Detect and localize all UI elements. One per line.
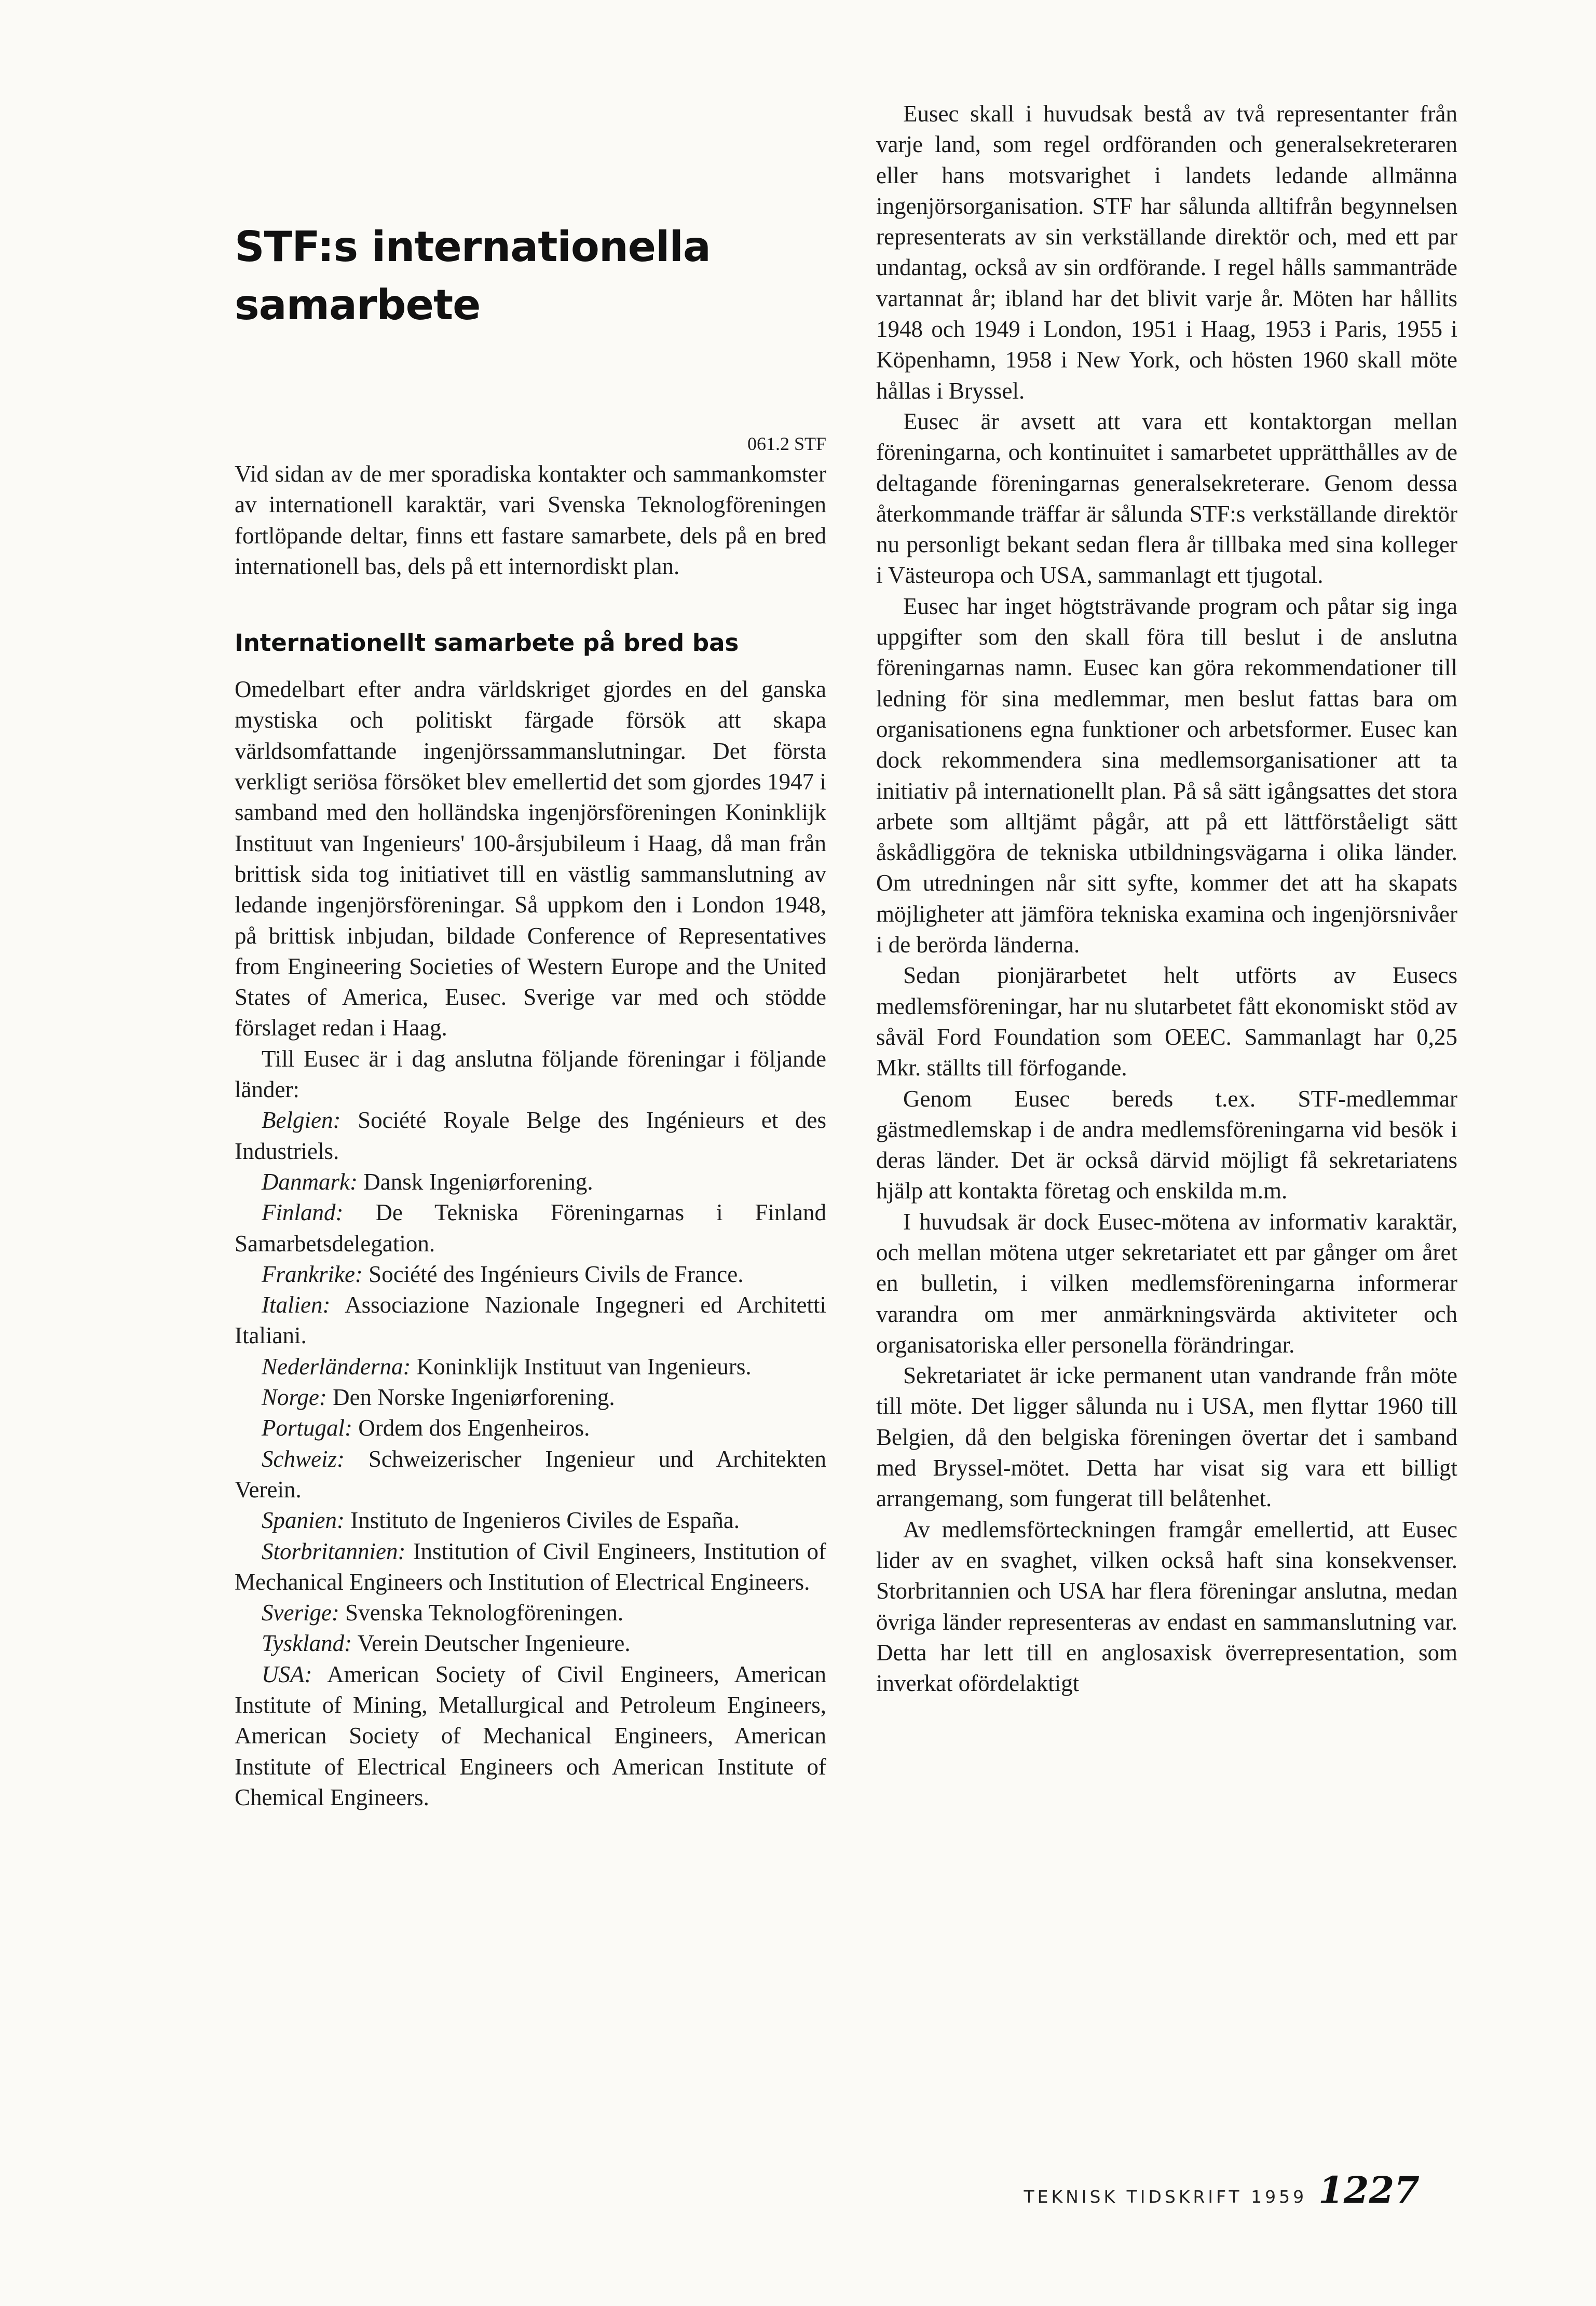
member-entry bbox=[235, 1382, 826, 1413]
member-country: Frankrike: bbox=[262, 1261, 363, 1287]
body-paragraph: Av medlemsförteckningen framgår emellertid, att Eusec lider av en svaghet, vilken också haft sina konsekvenser. Storbritannien och USA har flera föreningar anslutna, medan övriga länder representeras av endast en sammanslutning var. Detta har lett till en anglosaxisk överrepresentation, som inverkat ofördelaktigt bbox=[876, 1516, 1457, 1697]
member-entry bbox=[235, 1413, 826, 1443]
intro-paragraph: Vid sidan av de mer sporadiska kontakter och sammankomster av internationell karaktär, vari Svenska Teknologföreningen fortlöpande deltar, finns ett fastare samarbete, dels på en bred internationell bas, dels på ett internordiskt plan. bbox=[235, 461, 826, 579]
member-entry bbox=[235, 1197, 826, 1259]
member-country: Sverige: bbox=[262, 1600, 339, 1626]
member-entry bbox=[235, 1505, 826, 1536]
member-entry bbox=[235, 1444, 826, 1506]
member-organizations: Svenska Teknologföreningen. bbox=[345, 1600, 624, 1626]
member-country: Storbritannien: bbox=[262, 1538, 406, 1564]
member-country: Norge: bbox=[262, 1384, 327, 1411]
page-footer bbox=[1024, 2168, 1420, 2212]
member-organizations: Koninklijk Instituut van Ingenieurs. bbox=[416, 1353, 752, 1380]
member-entry bbox=[235, 1628, 826, 1659]
body-paragraph: I huvudsak är dock Eusec-mötena av informativ karaktär, och mellan mötena utger sekretariatet ett par gånger om året en bulletin, i vilken medlemsföreningarna informerar varandra om mer anmärkningsvärda aktiviteter och organisatoriska eller personella förändringar. bbox=[876, 1208, 1457, 1358]
member-country: Danmark: bbox=[262, 1168, 358, 1195]
member-entry bbox=[235, 1659, 826, 1813]
article-title bbox=[235, 218, 826, 334]
member-organizations: De Tekniska Föreningarnas i Finland Samarbetsdelegation. bbox=[235, 1199, 826, 1257]
member-organizations: Instituto de Ingenieros Civiles de España. bbox=[350, 1507, 740, 1534]
member-country: Spanien: bbox=[262, 1507, 345, 1534]
member-organizations: Société des Ingénieurs Civils de France. bbox=[369, 1261, 744, 1287]
member-organizations: Institution of Civil Engineers, Institution of Mechanical Engineers och Institution of Electrical Engineers. bbox=[235, 1538, 827, 1595]
member-organizations: Den Norske Ingeniørforening. bbox=[333, 1384, 615, 1411]
member-list bbox=[235, 1105, 826, 1813]
member-country: USA: bbox=[262, 1661, 312, 1687]
body-paragraph: Sedan pionjärarbetet helt utförts av Eusecs medlemsföreningar, har nu slutarbetet fått ekonomiskt stöd av såväl Ford Foundation som OEEC. Sammanlagt har 0,25 Mkr. ställts till förfogande. bbox=[876, 962, 1457, 1081]
classification-code: 061.2 STF bbox=[747, 433, 826, 454]
journal-name: TEKNISK TIDSKRIFT 1959 bbox=[1024, 2187, 1307, 2207]
member-country: Belgien: bbox=[262, 1107, 341, 1134]
member-entry bbox=[235, 1290, 826, 1352]
body-paragraph: Eusec har inget högtsträvande program och påtar sig inga uppgifter som den skall föra till beslut i de anslutna föreningarnas namn. Eusec kan göra rekommendationer till ledning för sina medlemmar, men beslut fattas bara om organisationens egna funktioner och arbetsformer. Eusec kan dock rekommendera sina medlemsorganisationer att ta initiativ på internationellt plan. På så sätt igångsattes det stora arbete som alltjämt pågår, att på ett lättförståeligt sätt åskådliggöra de tekniska utbildningsvägarna i olika länder. Om utredningen når sitt syfte, kommer det att ha skapats möjligheter att jämföra tekniska examina och ingenjörsnivåer i de berörda länderna. bbox=[876, 593, 1457, 958]
body-paragraph: Sekretariatet är icke permanent utan vandrande från möte till möte. Det ligger sålunda nu i USA, men flyttar 1960 till Belgien, då den belgiska föreningen övertar det i samband med Bryssel-mötet. Detta har visat sig vara ett billigt arrangemang, som fungerat till belåtenhet. bbox=[876, 1362, 1457, 1512]
section-heading: Internationellt samarbete på bred bas bbox=[235, 629, 739, 657]
body-paragraph: Genom Eusec bereds t.ex. STF-medlemmar gästmedlemskap i de andra medlemsföreningarna vid besök i deras länder. Det är också därvid möjligt få sekretariatens hjälp att kontakta företag och enskilda m.m. bbox=[876, 1085, 1457, 1204]
member-country: Italien: bbox=[262, 1292, 331, 1318]
member-country: Portugal: bbox=[262, 1415, 352, 1441]
member-entry bbox=[235, 1167, 826, 1197]
member-entry bbox=[235, 1105, 826, 1167]
member-entry bbox=[235, 1536, 826, 1598]
member-country: Finland: bbox=[262, 1199, 344, 1226]
body-paragraph: Till Eusec är i dag anslutna följande föreningar i följande länder: bbox=[235, 1045, 826, 1103]
member-organizations: Société Royale Belge des Ingénieurs et des Industriels. bbox=[235, 1107, 827, 1164]
member-entry bbox=[235, 1598, 826, 1628]
page-number: 1227 bbox=[1318, 2168, 1420, 2212]
body-paragraph: Omedelbart efter andra världskriget gjordes en del ganska mystiska och politiskt färgade försök att skapa världsomfattande ingenjörssammanslutningar. Det första verkligt seriösa försöket blev emellertid det som gjordes 1947 i samband med den holländska ingenjörsföreningen Koninklijk Instituut van Ingenieurs' 100-årsjubileum i Haag, då man från brittisk sida tog initiativet till en västlig sammanslutning av ledande ingenjörsföreningar. Så uppkom den i London 1948, på brittisk inbjudan, bildade Conference of Representatives from Engineering Societies of Western Europe and the United States of America, Eusec. Sverige var med och stödde förslaget redan i Haag. bbox=[235, 676, 826, 1041]
body-paragraph: Eusec är avsett att vara ett kontaktorgan mellan föreningarna, och kontinuitet i samarbetet upprätthålles av de deltagande föreningarnas generalsekreterare. Genom dessa återkommande träffar är sålunda STF:s verkställande direktör nu personligt bekant sedan flera år tillbaka med sina kolleger i Västeuropa och USA, sammanlagt ett tjugotal. bbox=[876, 408, 1457, 589]
member-organizations: Dansk Ingeniørforening. bbox=[363, 1168, 593, 1195]
member-organizations: Ordem dos Engenheiros. bbox=[358, 1415, 590, 1441]
member-country: Tyskland: bbox=[262, 1630, 352, 1657]
member-organizations: American Society of Civil Engineers, American Institute of Mining, Metallurgical and Petroleum Engineers, American Society of Mechanical Engineers, American Institute of Electrical Engineers och American Institute of Chemical Engineers. bbox=[235, 1661, 826, 1810]
member-organizations: Associazione Nazionale Ingegneri ed Architetti Italiani. bbox=[235, 1292, 826, 1349]
member-country: Schweiz: bbox=[262, 1445, 345, 1472]
body-paragraph: Eusec skall i huvudsak bestå av två representanter från varje land, som regel ordföranden och generalsekreteraren eller hans motsvarighet i landets ledande allmänna ingenjörsorganisation. STF har sålunda alltifrån begynnelsen representerats av sin verkställande direktör och, med ett par undantag, också av sin ordförande. I regel hålls sammanträde vartannat år; ibland har det blivit varje år. Möten har hållits 1948 och 1949 i London, 1951 i Haag, 1953 i Paris, 1955 i Köpenhamn, 1958 i New York, och hösten 1960 skall möte hållas i Bryssel. bbox=[876, 101, 1457, 404]
left-column bbox=[235, 93, 826, 1813]
member-organizations: Verein Deutscher Ingenieure. bbox=[357, 1630, 631, 1657]
title-line-1: STF:s internationella bbox=[235, 223, 711, 271]
right-column bbox=[876, 99, 1457, 1699]
member-entry bbox=[235, 1352, 826, 1382]
member-organizations: Schweizerischer Ingenieur und Architekten Verein. bbox=[235, 1445, 827, 1503]
title-line-2: samarbete bbox=[235, 281, 481, 329]
member-country: Nederländerna: bbox=[262, 1353, 411, 1380]
member-entry bbox=[235, 1259, 826, 1290]
